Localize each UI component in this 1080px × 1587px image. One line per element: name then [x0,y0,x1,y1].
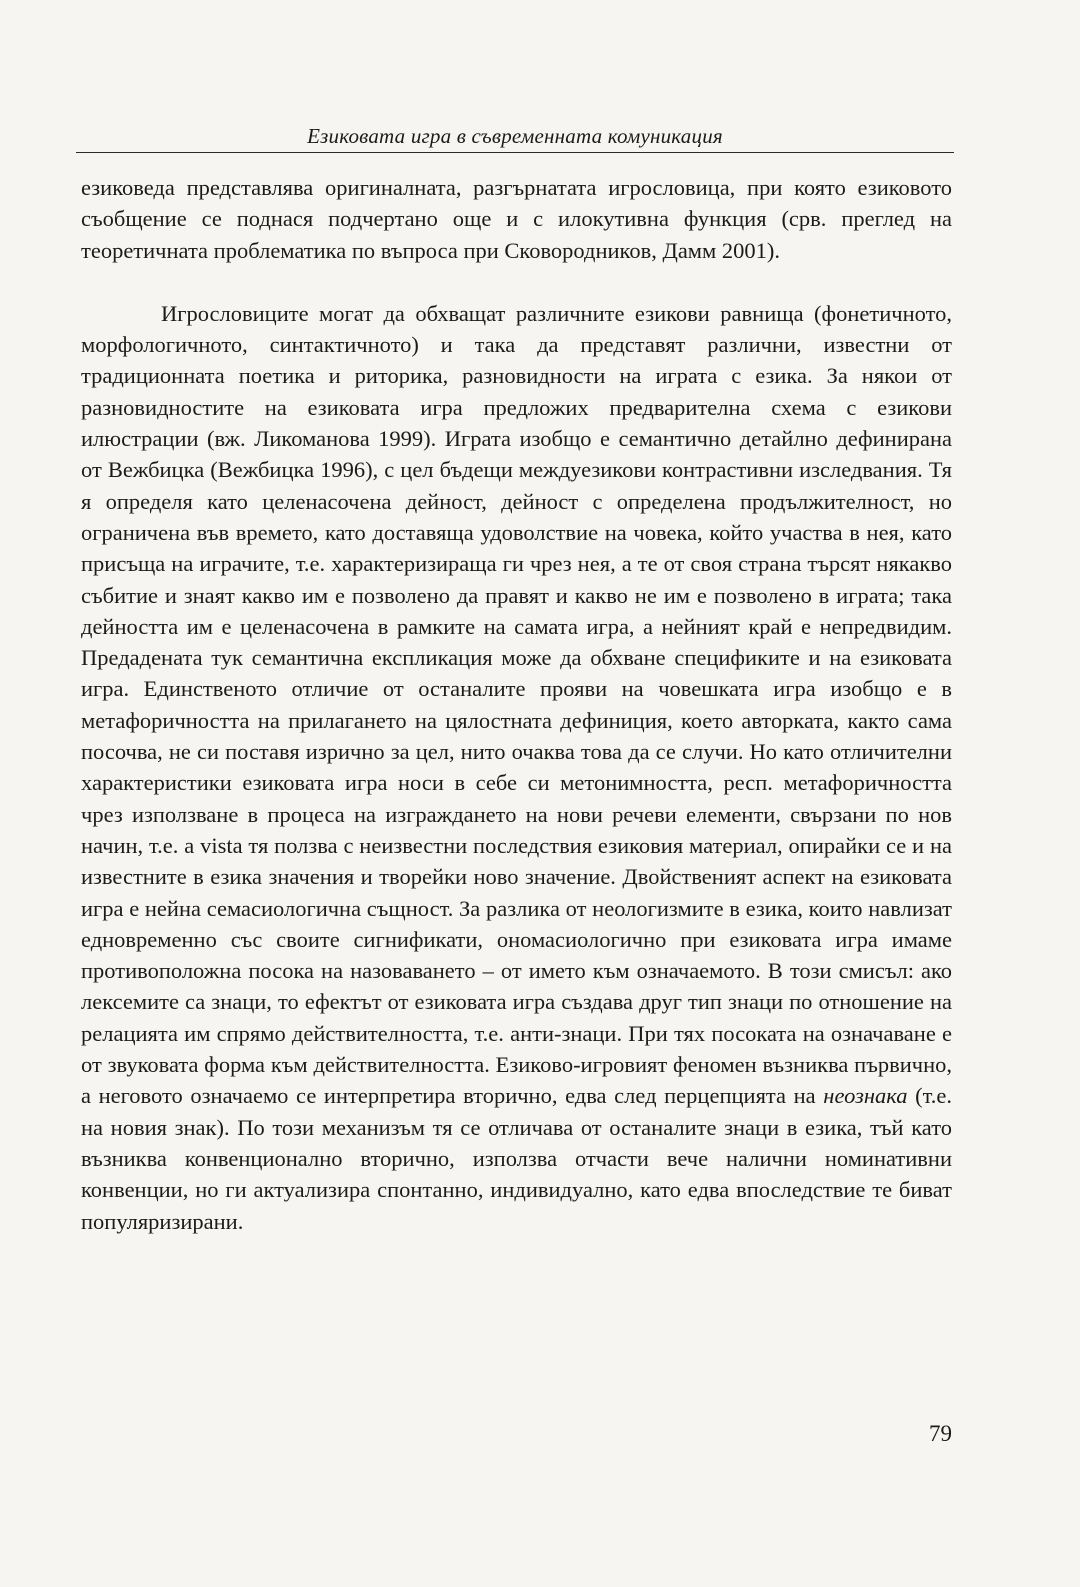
running-header: Езиковата игра в съвременната комуникация [307,124,723,148]
italic-term: неознака [823,1083,908,1109]
paragraph-1: езиковеда представлява оригиналната, разгърнатата игрословица, при която езиковото съобщение се поднася подчертано още и с илокутивна функция (срв. преглед на теоретичната проблематика по въпроса при Сковородников, Дамм 2001). [81,175,952,263]
paragraph-2 [81,298,952,1237]
body-text [81,172,952,1237]
paragraph-2-part-b: (т.е. на новия знак). По този механизъм тя се отличава от останалите знаци в езика, тъй като възниква конвенционално вторично, използва отчасти вече налични номинативни конвенции, но ги актуализира спонтанно, индивидуално, като едва впоследствие те биват популяризирани. [81,1083,953,1234]
header-rule [76,152,954,153]
page-number: 79 [929,1421,952,1446]
paragraph-2-part-a: Игрословиците могат да обхващат различните езикови равнища (фонетичното, морфологичното, синтактичното) и така да представят различни, известни от традиционната поетика и риторика, разновидности на играта с езика. За някои от разновидностите на езиковата игра предложих предварителна схема с езикови илюстрации (вж. Ликоманова 1999). Играта изобщо е семантично детайлно дефинирана от Вежбицка (Вежбицка 1996), с цел бъдещи междуезикови контрастивни изследвания. Тя я определя като целенасочена дейност, дейност с определена продължителност, но ограничена във времето, като доставяща удоволствие на човека, който участва в нея, като присъща на играчите, т.е. характеризираща ги чрез нея, а те от своя страна търсят някакво събитие и знаят какво им е позволено да правят и какво не им е позволено в играта; така дейността им е целенасочена в рамките на самата игра, а нейният край е непредвидим. Предадената тук семантична експликация може да обхване спецификите и на езиковата игра. Единственото отличие от останалите прояви на човешката игра изобщо е в метафоричността на прилагането на цялостната дефиниция, което авторката, както сама посочва, не си поставя изрично за цел, нито очаква това да се случи. Но като отличителни характеристики езиковата игра носи в себе си метонимността, респ. метафоричността чрез използване в процеса на изграждането на нови речеви елементи, свързани по нов начин, т.е. a vista тя ползва с неизвестни последствия езиковия материал, опирайки се и на известните в езика значения и творейки ново значение. Двойственият аспект на езиковата игра е нейна семасиологична същност. За разлика от неологизмите в езика, които навлизат едновременно със своите сигнификати, ономасиологично при езиковата игра имаме противоположна посока на назоваването – от името към означаемото. В този смисъл: ако лексемите са знаци, то ефектът от езиковата игра създава друг тип знаци по отношение на релацията им спрямо действителността, т.е. анти-знаци. При тях посоката на означаване е от звуковата форма към действителността. Езиково-игровият феномен възниква първично, а неговото означаемо се интерпретира вторично, едва след перцепцията на [81,300,952,1109]
